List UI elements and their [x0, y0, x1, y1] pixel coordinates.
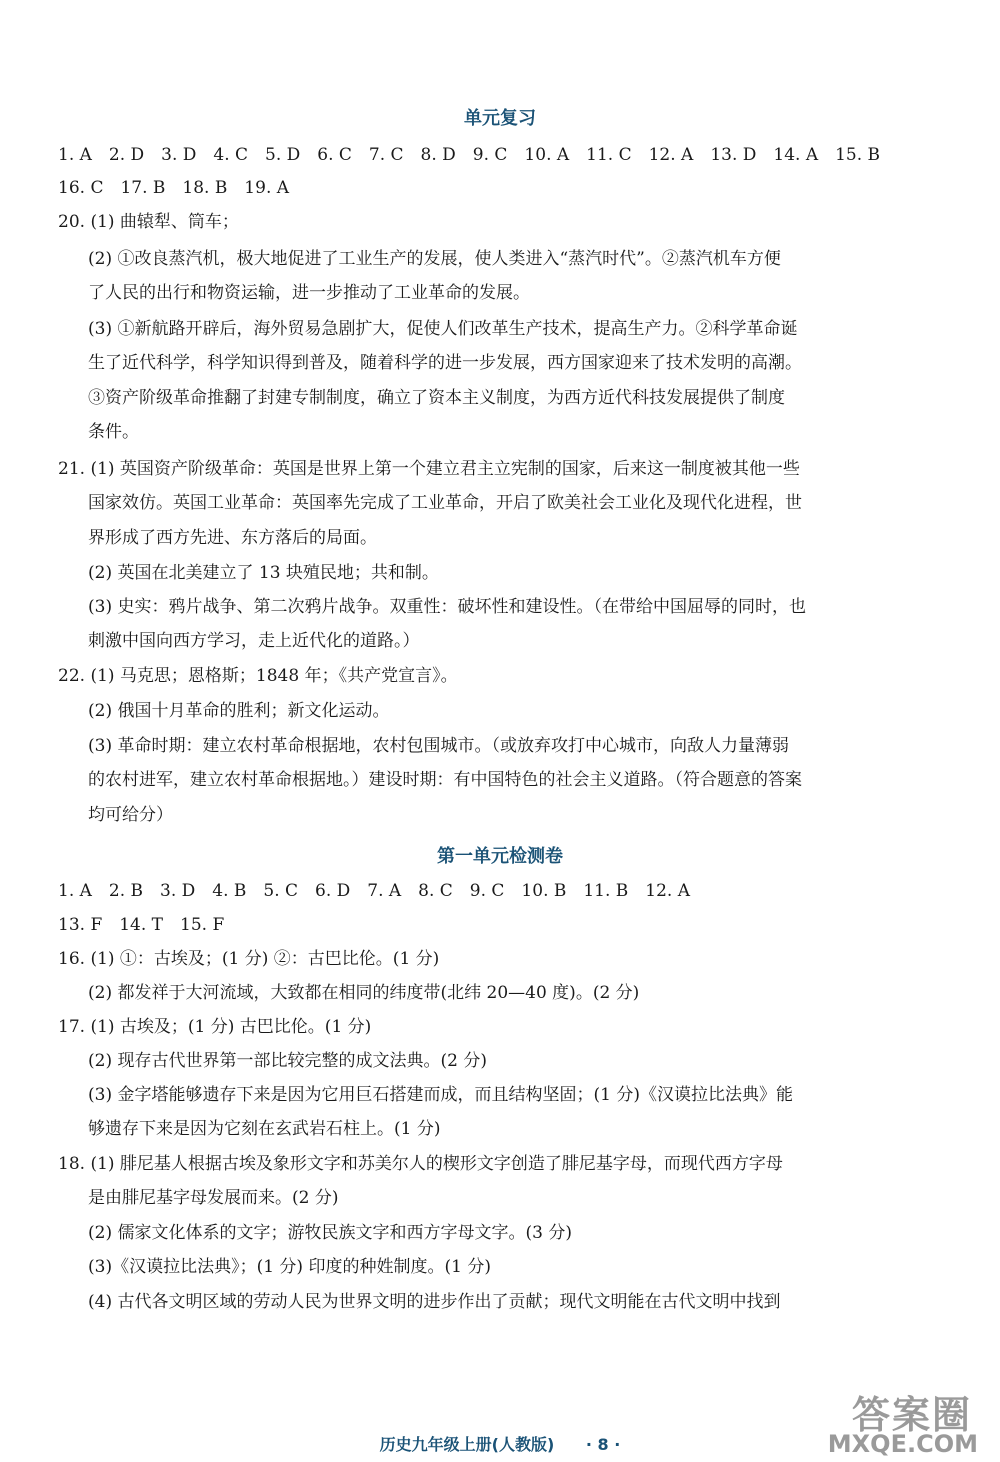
- answer-line: (3) 史实：鸦片战争、第二次鸦片战争。双重性：破坏性和建设性。（在带给中国屈辱的同时，也: [88, 597, 806, 617]
- answer-line: 了人民的出行和物资运输，进一步推动了工业革命的发展。: [88, 283, 530, 303]
- answer-line: (2) 俄国十月革命的胜利；新文化运动。: [88, 701, 390, 721]
- answer-line: 16. (1) ①：古埃及；(1 分) ②：古巴比伦。(1 分): [58, 949, 440, 969]
- answer-line: 是由腓尼基字母发展而来。(2 分): [88, 1188, 339, 1208]
- answer-line: 20. (1) 曲辕犁、筒车；: [58, 212, 239, 232]
- answer-line: (2) 英国在北美建立了 13 块殖民地；共和制。: [88, 563, 439, 583]
- answer-line: 刺激中国向西方学习，走上近代化的道路。）: [88, 631, 420, 651]
- watermark-url: MXQE.COM: [827, 1430, 978, 1458]
- answer-line: 16. C 17. B 18. B 19. A: [58, 178, 290, 198]
- answer-line: 生了近代科学，科学知识得到普及，随着科学的进一步发展，西方国家迎来了技术发明的高潮。: [88, 353, 802, 373]
- answer-line: (3) ①新航路开辟后，海外贸易急剧扩大，促使人们改革生产技术，提高生产力。②科学革命诞: [88, 319, 798, 339]
- answer-line: (2) 现存古代世界第一部比较完整的成文法典。(2 分): [88, 1051, 487, 1071]
- answer-line: (3)《汉谟拉比法典》；(1 分) 印度的种姓制度。(1 分): [88, 1257, 491, 1277]
- page-number: · 8 ·: [585, 1435, 621, 1454]
- answer-line: 1. A 2. B 3. D 4. B 5. C 6. D 7. A 8. C 9. C 10. B 11. B 12. A: [58, 881, 691, 901]
- answer-line: 21. (1) 英国资产阶级革命：英国是世界上第一个建立君主立宪制的国家，后来这一制度被其他一些: [58, 459, 800, 479]
- answer-line: 13. F 14. T 15. F: [58, 915, 225, 935]
- answer-line: (2) 儒家文化体系的文字；游牧民族文字和西方字母文字。(3 分): [88, 1223, 572, 1243]
- answer-line: (3) 革命时期：建立农村革命根据地，农村包围城市。（或放弃攻打中心城市，向敌人力量薄弱: [88, 736, 789, 756]
- book-title: 历史九年级上册(人教版): [379, 1435, 555, 1454]
- answer-line: 18. (1) 腓尼基人根据古埃及象形文字和苏美尔人的楔形文字创造了腓尼基字母，而现代西方字母: [58, 1154, 783, 1174]
- answer-line: (2) ①改良蒸汽机，极大地促进了工业生产的发展，使人类进入“蒸汽时代”。②蒸汽机车方便: [88, 249, 781, 269]
- answer-line: 均可给分）: [88, 805, 173, 825]
- answer-line: 22. (1) 马克思；恩格斯；1848 年；《共产党宣言》。: [58, 666, 458, 686]
- answer-line: 国家效仿。英国工业革命：英国率先完成了工业革命，开启了欧美社会工业化及现代化进程，世: [88, 493, 802, 513]
- answer-line: ③资产阶级革命推翻了封建专制制度，确立了资本主义制度，为西方近代科技发展提供了制度: [88, 388, 785, 408]
- answer-line: 的农村进军，建立农村革命根据地。）建设时期：有中国特色的社会主义道路。（符合题意的答案: [88, 770, 802, 790]
- answer-line: 1. A 2. D 3. D 4. C 5. D 6. C 7. C 8. D 9. C 10. A 11. C 12. A 13. D 14. A 15. B: [58, 145, 881, 165]
- answer-line: 条件。: [88, 422, 139, 442]
- section-title-unit-one-test: 第一单元检测卷: [437, 846, 563, 867]
- answer-line: (2) 都发祥于大河流域，大致都在相同的纬度带(北纬 20—40 度)。(2 分): [88, 983, 640, 1003]
- answer-line: (3) 金字塔能够遗存下来是因为它用巨石搭建而成，而且结构坚固；(1 分)《汉谟拉比法典》能: [88, 1085, 793, 1105]
- answer-line: 界形成了西方先进、东方落后的局面。: [88, 528, 377, 548]
- watermark-logo-text: 答案圈: [851, 1393, 972, 1437]
- answer-line: 17. (1) 古埃及；(1 分) 古巴比伦。(1 分): [58, 1017, 372, 1037]
- answer-line: 够遗存下来是因为它刻在玄武岩石柱上。(1 分): [88, 1119, 441, 1139]
- section-title-unit-review: 单元复习: [464, 108, 536, 129]
- answer-line: (4) 古代各文明区域的劳动人民为世界文明的进步作出了贡献；现代文明能在古代文明中找到: [88, 1292, 781, 1312]
